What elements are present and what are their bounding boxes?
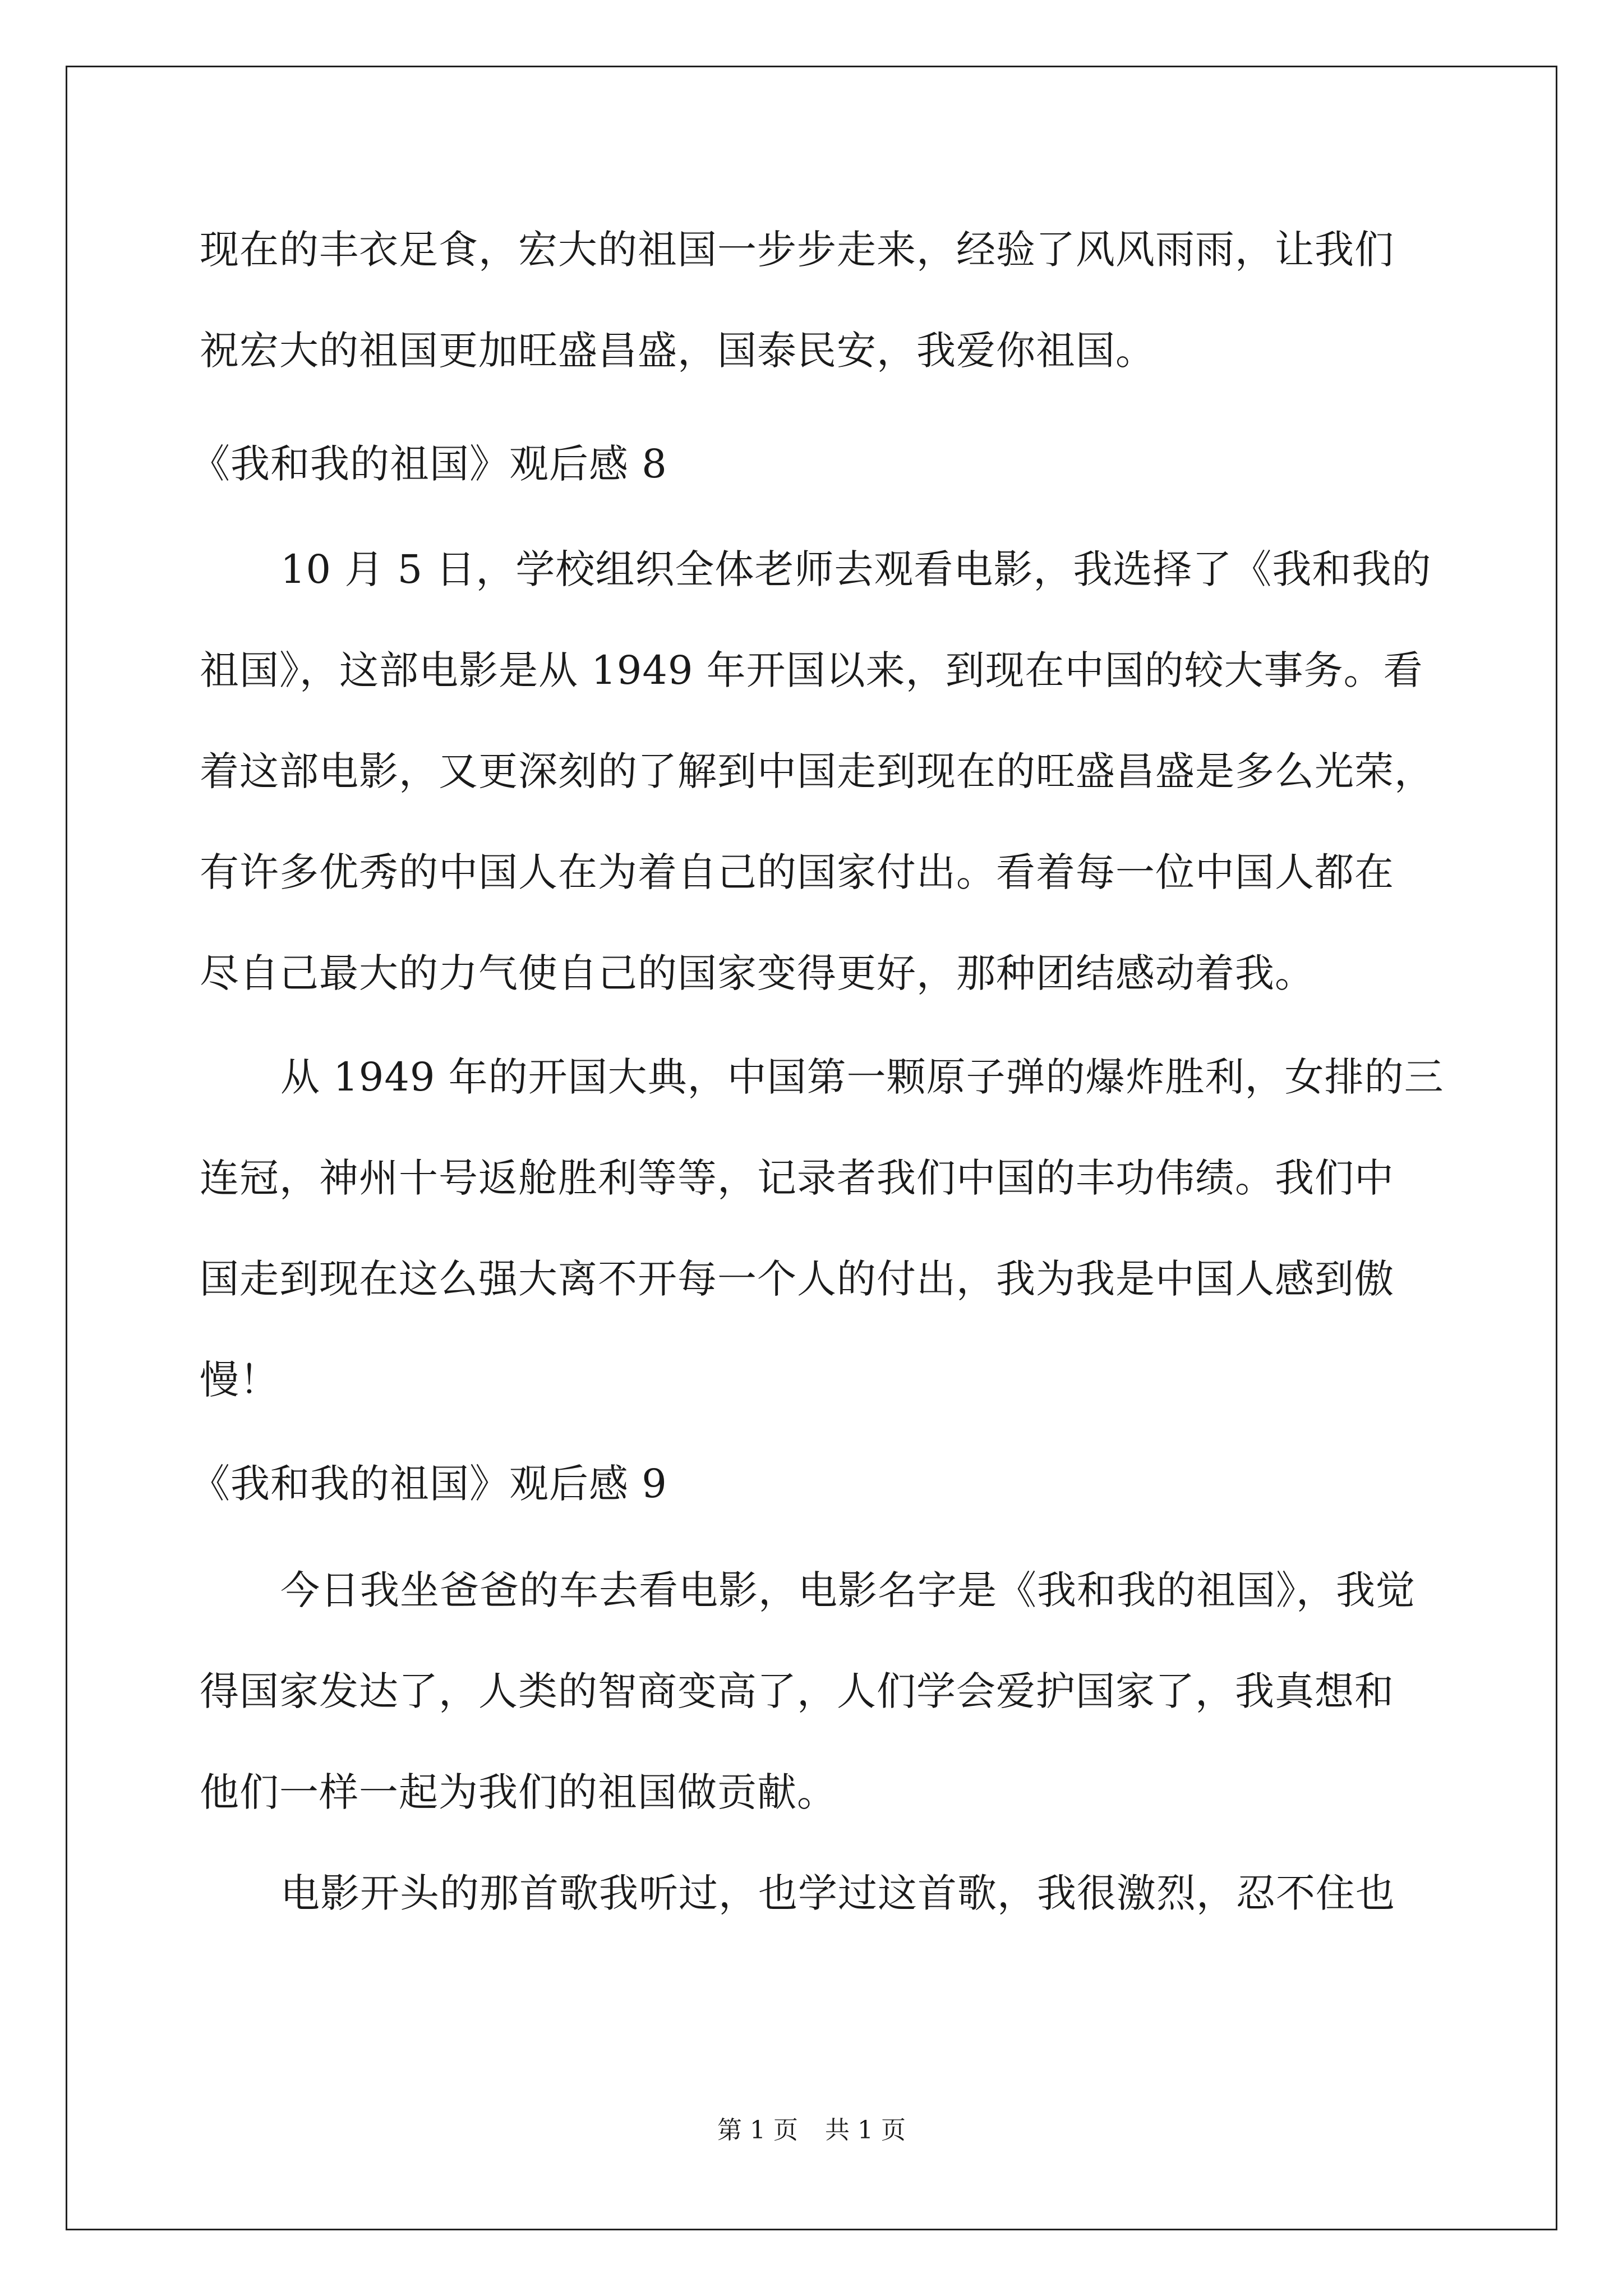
paragraph-line: 今日我坐爸爸的车去看电影，电影名字是《我和我的祖国》，我觉 (280, 1567, 1415, 1613)
paragraph-line: 尽自己最大的力气使自己的国家变得更好，那种团结感动着我。 (200, 950, 1315, 996)
section-heading: 《我和我的祖国》观后感 9 (191, 1461, 667, 1507)
paragraph-line: 从 1949 年的开国大典，中国第一颗原子弹的爆炸胜利，女排的三 (280, 1054, 1444, 1100)
page-footer (0, 2114, 1623, 2147)
paragraph-line: 祝宏大的祖国更加旺盛昌盛，国泰民安，我爱你祖国。 (200, 328, 1155, 374)
paragraph-line: 祖国》，这部电影是从 1949 年开国以来，到现在中国的较大事务。看 (200, 647, 1423, 693)
paragraph-line: 慢！ (200, 1357, 279, 1403)
page-number: 第 1 页 (717, 2116, 798, 2145)
page-total: 共 1 页 (825, 2116, 906, 2145)
paragraph-line: 他们一样一起为我们的祖国做贡献。 (200, 1769, 837, 1815)
paragraph-line: 着这部电影，又更深刻的了解到中国走到现在的旺盛昌盛是多么光荣， (200, 748, 1434, 794)
paragraph-line: 电影开头的那首歌我听过，也学过这首歌，我很激烈，忍不住也 (280, 1870, 1395, 1916)
paragraph-line: 现在的丰衣足食，宏大的祖国一步步走来，经验了风风雨雨，让我们 (200, 227, 1394, 273)
paragraph-line: 国走到现在这么强大离不开每一个人的付出，我为我是中国人感到傲 (200, 1256, 1394, 1302)
paragraph-line: 得国家发达了，人类的智商变高了，人们学会爱护国家了，我真想和 (200, 1668, 1394, 1714)
section-heading: 《我和我的祖国》观后感 8 (191, 441, 667, 487)
paragraph-line: 10 月 5 日，学校组织全体老师去观看电影，我选择了《我和我的 (280, 546, 1432, 592)
paragraph-line: 有许多优秀的中国人在为着自己的国家付出。看着每一位中国人都在 (200, 849, 1394, 895)
paragraph-line: 连冠，神州十号返舱胜利等等，记录者我们中国的丰功伟绩。我们中 (200, 1155, 1394, 1201)
